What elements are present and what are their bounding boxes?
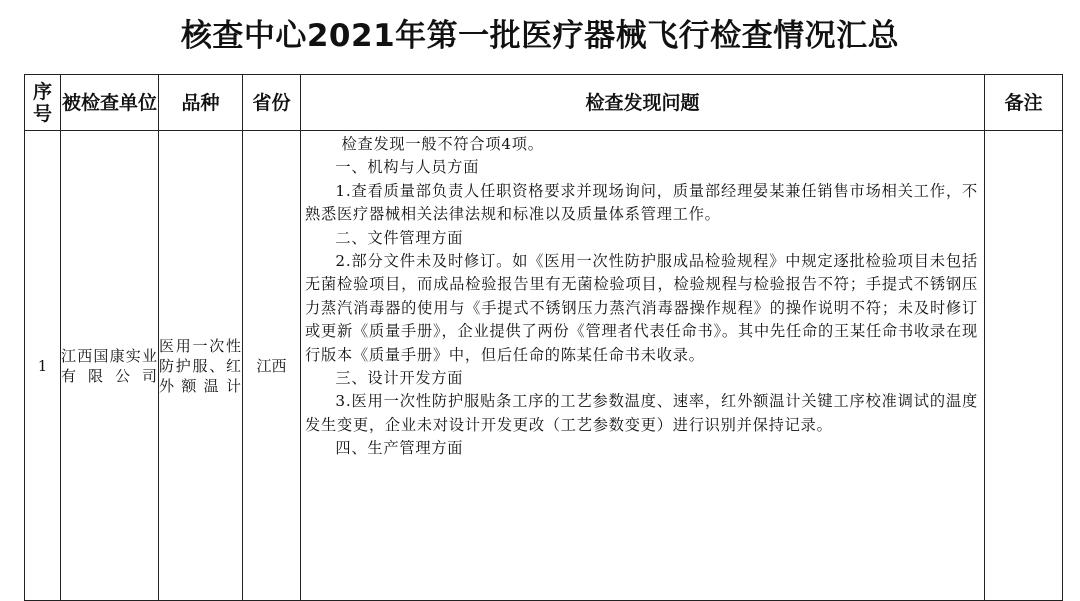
inspection-table — [24, 74, 1063, 601]
finding-paragraph: 三、设计开发方面 — [335, 369, 464, 388]
finding-paragraph: 2.部分文件未及时修订。如《医用一次性防护服成品检验规程》中规定逐批检验项目未包括无菌检验项目，而成品检验报告里有无菌检验项目，检验规程与检验报告不符；手提式不锈钢压力蒸汽消毒器的使用与《手提式不锈钢压力蒸汽消毒器操作规程》的操作说明不符；未及时修订或更新《质量手册》，企业提供了两份《管理者代表任命书》。其中先任命的王某任命书收录在现行版本《质量手册》中，但后任命的陈某任命书未收录。 — [305, 252, 978, 364]
header-findings: 检查发现问题 — [301, 75, 985, 131]
table-header-row — [25, 75, 1063, 131]
header-unit — [61, 75, 159, 131]
finding-paragraph: 1.查看质量部负责人任职资格要求并现场询问，质量部经理晏某兼任销售市场相关工作，不熟悉医疗器械相关法律法规和标准以及质量体系管理工作。 — [305, 181, 978, 224]
cell-product-text: 医用一次性防护服、红外额温计 — [159, 336, 242, 395]
finding-paragraph: 检查发现一般不符合项4项。 — [341, 135, 544, 153]
header-unit-label: 被检查单位 — [61, 91, 157, 114]
header-product: 品种 — [159, 75, 243, 131]
cell-seq: 1 — [25, 131, 61, 601]
header-province: 省份 — [243, 75, 301, 131]
cell-unit-text: 江西国康实业有限公司 — [61, 346, 158, 385]
cell-province: 江西 — [243, 131, 301, 601]
cell-unit — [61, 131, 159, 601]
finding-paragraph: 二、文件管理方面 — [335, 228, 464, 247]
finding-paragraph: 四、生产管理方面 — [335, 439, 464, 458]
table-row — [25, 131, 1063, 601]
header-seq: 序号 — [25, 75, 61, 131]
cell-findings — [301, 131, 985, 601]
header-remarks: 备注 — [985, 75, 1063, 131]
finding-paragraph: 3.医用一次性防护服贴条工序的工艺参数温度、速率，红外额温计关键工序校准调试的温度发生变更，企业未对设计开发更改（工艺参数变更）进行识别并保持记录。 — [305, 392, 978, 434]
page-title: 核查中心2021年第一批医疗器械飞行检查情况汇总 — [180, 18, 900, 54]
finding-paragraph: 一、机构与人员方面 — [335, 158, 480, 177]
cell-remarks — [985, 131, 1063, 601]
cell-product — [159, 131, 243, 601]
